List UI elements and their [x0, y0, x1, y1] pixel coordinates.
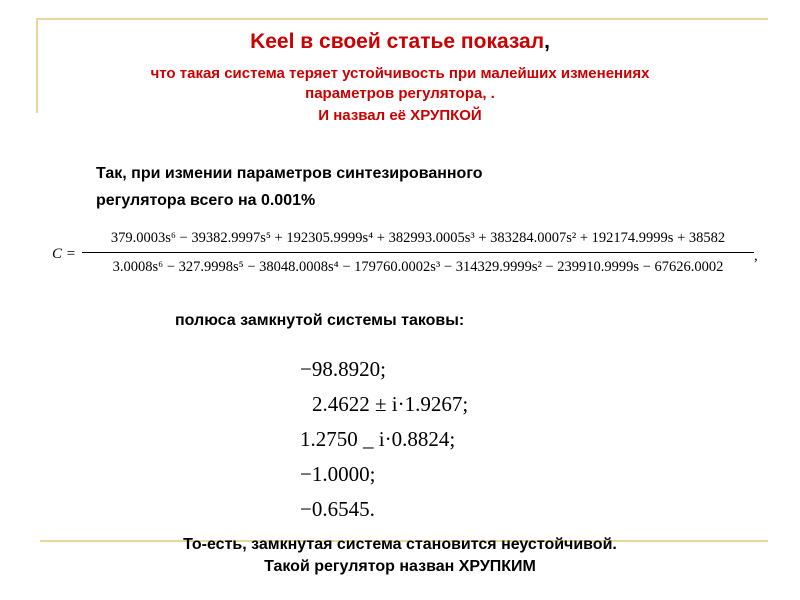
- poles-heading: полюса замкнутой системы таковы:: [175, 312, 465, 329]
- subtitle-line-3: И назвал её ХРУПКОЙ: [318, 107, 482, 124]
- pole-value: 1.2750 _ i·0.8824;: [300, 427, 456, 451]
- intro-line-2: регулятора всего на 0.001%: [96, 192, 316, 209]
- conclusion-line-1: То-есть, замкнутая система становится неустойчивой.: [183, 536, 617, 553]
- fraction-bar: [82, 252, 754, 253]
- title-text: Keel в своей статье показал: [250, 30, 545, 53]
- slide-title: [60, 30, 740, 54]
- formula-fraction: [82, 226, 754, 279]
- frame-left-line: [36, 18, 38, 113]
- intro-paragraph: [96, 160, 616, 214]
- formula-numerator: 379.0003s⁶ − 39382.9997s⁵ + 192305.9999s⁴ + 382993.0005s³ + 383284.0007s² + 192174.9999s + 38582: [110, 230, 726, 246]
- conclusion-line-2: Такой регулятор назван ХРУПКИМ: [264, 558, 536, 575]
- pole-value: −98.8920;: [300, 357, 386, 381]
- pole-value: 2.4622 ± i·1.9267;: [312, 392, 469, 416]
- pole-value: −1.0000;: [300, 462, 376, 486]
- pole-value: −0.6545.: [300, 497, 375, 521]
- controller-formula: [52, 226, 768, 286]
- title-comma: ,: [544, 30, 550, 53]
- intro-line-1: Так, при измении параметров синтезированного: [96, 165, 483, 182]
- poles-list: [300, 352, 468, 527]
- formula-comma: ,: [754, 248, 758, 264]
- formula-denominator: 3.0008s⁶ − 327.9998s⁵ − 38048.0008s⁴ − 179760.0002s³ − 314329.9999s² − 239910.9999s − 67626.0002: [112, 259, 724, 275]
- subtitle-line-1: что такая система теряет устойчивость при малейших изменениях: [150, 65, 650, 82]
- frame-top-line: [36, 18, 768, 20]
- formula-lhs: C =: [52, 246, 76, 262]
- subtitle-line-2: параметров регулятора, .: [305, 85, 495, 102]
